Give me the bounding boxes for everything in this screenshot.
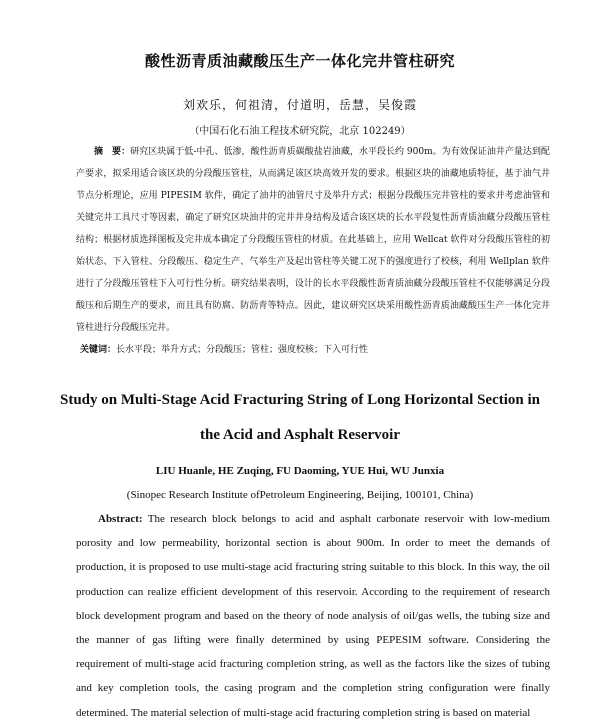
english-affiliation: (Sinopec Research Institute ofPetroleum Engineering, Beijing, 100101, China)	[126, 489, 474, 501]
chinese-title: 酸性沥青质油藏酸压生产一体化完井管柱研究	[144, 52, 455, 70]
chinese-authors: 刘欢乐，何祖清，付道明，岳慧，吴俊霞	[182, 98, 417, 112]
chinese-keywords	[80, 343, 550, 357]
chinese-abstract-text: 研究区块属于低-中孔、低渗，酸性沥青质碳酸盐岩油藏，水平段长约 900m。为有效保证油井产量达到配产要求，拟采用适合该区块的分段酸压管柱，从而满足该区块高效开发的要求。根据区块的油藏地质特征，基于油气井节点分析理论，应用 PIPESIM 软件，确定了油井的油管尺寸及举升方式；根据分段酸压完井管柱的要求并考虑油管和关键完井工具尺寸等因素，确定了研究区块油井的完井井身结构及适合该区块的长水平段复性沥青质油藏分段酸压管柱结构；根据材质选择图板及完井成本确定了分段酸压管柱的材质。在此基础上，应用 Wellcat 软件对分段酸压管柱的初始状态、下入管柱、分段酸压、稳定生产、气举生产及起出管柱等关键工况下的强度进行了校核，利用 Wellplan 软件进行了分段酸压管柱下入可行性分析。研究结果表明，设计的长水平段酸性沥青质油藏分段酸压管柱不仅能够满足分段酸压和后期生产的要求，而且具有防腐、防沥青等特点。因此，建议研究区块采用酸性沥青质油藏酸压生产一体化完井管柱进行分段酸压完井。	[76, 147, 550, 333]
chinese-affiliation: （中国石化石油工程技术研究院，北京 102249）	[189, 126, 411, 137]
english-authors: LIU Huanle, HE Zuqing, FU Daoming, YUE Hui, WU Junxia	[155, 465, 445, 477]
english-abstract-text: The research block belongs to acid and asphalt carbonate reservoir with low-medium porosity and low permeability, horizontal section is about 900m. In order to meet the demands of production, it is proposed to use multi-stage acid fracturing string suitable to this block. In this way, the oil production can realize efficient development of this reservoir. According to the requirement of research block development program and based on the theory of node analysis of oil/gas wells, the tubing size and the manner of gas lifting were finally determined by using PEPESIM software. Considering the requirement of multi-stage acid fracturing completion string, as well as the factors like the sizes of tubing and key completion tools, the casing program and the completion string configuration were finally determined. The material selection of multi-stage acid fracturing completion string is based on material	[76, 513, 550, 719]
english-abstract-label: Abstract:	[98, 513, 143, 525]
chinese-keywords-text: 长水平段；举升方式；分段酸压；管柱；强度校核；下入可行性	[116, 345, 369, 355]
chinese-abstract-label: 摘 要：	[94, 147, 131, 157]
chinese-keywords-label: 关键词：	[80, 345, 117, 355]
chinese-abstract	[76, 141, 550, 339]
english-title-line-1: Study on Multi-Stage Acid Fracturing String of Long Horizontal Section in	[59, 392, 540, 408]
english-abstract	[76, 507, 550, 725]
english-title-line-2: the Acid and Asphalt Reservoir	[199, 427, 400, 443]
